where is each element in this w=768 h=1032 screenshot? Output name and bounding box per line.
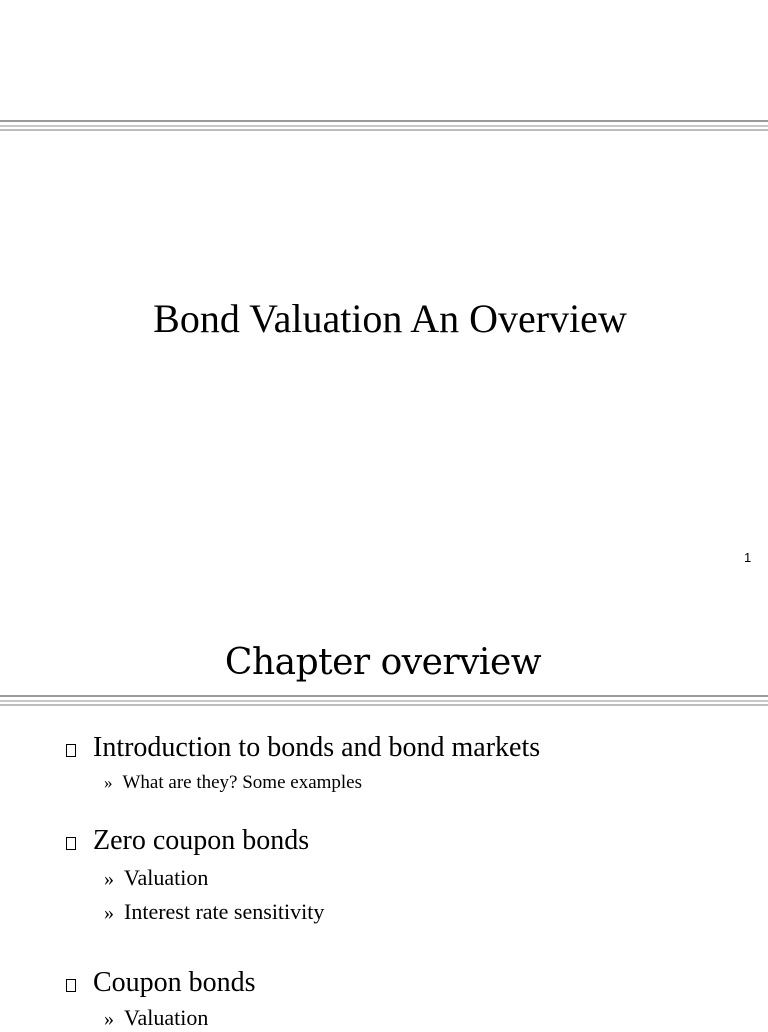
outline-subitem-label: What are they? Some examples <box>122 772 363 793</box>
page-number: 1 <box>744 550 752 565</box>
outline-item-label: Zero coupon bonds <box>93 825 310 856</box>
outline-subitem-label: Valuation <box>124 865 209 890</box>
slide-title: Bond Valuation An Overview <box>153 296 627 341</box>
outline-subitem <box>104 864 208 892</box>
outline-subitem-label: Interest rate sensitivity <box>124 899 325 924</box>
outline-item <box>66 966 256 1000</box>
outline-subitem-label: Valuation <box>124 1005 209 1030</box>
square-bullet-icon <box>66 837 76 850</box>
chevron-bullet-icon: » <box>104 773 113 792</box>
square-bullet-icon <box>66 979 76 992</box>
chevron-bullet-icon: » <box>104 902 114 924</box>
square-bullet-icon <box>66 744 76 757</box>
outline-subitem <box>104 1004 208 1032</box>
chevron-bullet-icon: » <box>104 868 114 890</box>
chapter-title: Chapter overview <box>224 642 542 683</box>
outline-item-label: Coupon bonds <box>93 967 256 998</box>
outline-item-label: Introduction to bonds and bond markets <box>93 732 541 763</box>
outline-subitem <box>104 769 362 797</box>
chevron-bullet-icon: » <box>104 1008 114 1030</box>
outline-item <box>66 824 309 858</box>
outline-subitem <box>104 898 324 926</box>
outline-item <box>66 731 540 765</box>
